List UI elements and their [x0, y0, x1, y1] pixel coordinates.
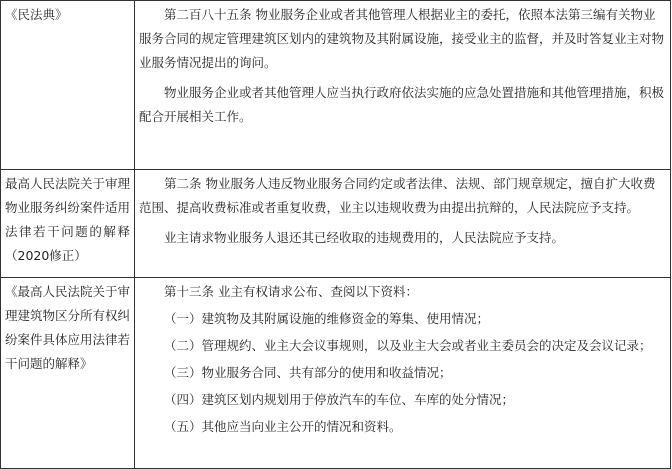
law-name-cell	[1, 278, 135, 469]
list-item: （一）建筑物及其附属设施的维修资金的筹集、使用情况；	[164, 311, 490, 326]
article-paragraph: 物业服务企业或者其他管理人应当执行政府依法实施的应急处置措施和其他管理措施，积极配合开展相关工作。	[139, 85, 665, 124]
table-row	[1, 170, 671, 278]
list-item: （三）物业服务合同、共有部分的使用和收益情况；	[164, 365, 452, 380]
list-item: （五）其他应当向业主公开的情况和资料。	[164, 419, 402, 434]
law-name-cell	[1, 170, 135, 278]
law-text-cell	[135, 278, 671, 469]
law-name: 最高人民法院关于审理物业服务纠纷案件适用法律若干问题的解释（2020修正）	[5, 176, 131, 263]
law-name: 《民法典》	[5, 7, 68, 22]
article-paragraph: 第二百八十五条 物业服务企业或者其他管理人根据业主的委托，依照本法第三编有关物业服务合同的规定管理建筑区划内的建筑物及其附属设施，接受业主的监督，并及时答复业主对物业服务情况提出的询问。	[139, 7, 665, 70]
law-name-cell	[1, 1, 135, 170]
table-row	[1, 278, 671, 469]
article-paragraph: 第二条 物业服务人违反物业服务合同约定或者法律、法规、部门规章规定，擅自扩大收费范围、提高收费标准或者重复收费，业主以违规收费为由提出抗辩的，人民法院应予支持。	[139, 176, 656, 215]
list-item: （二）管理规约、业主大会议事规则，以及业主大会或者业主委员会的决定及会议记录；	[164, 338, 652, 353]
article-intro: 第十三条 业主有权请求公布、查阅以下资料：	[164, 284, 418, 299]
law-text-cell	[135, 170, 671, 278]
article-paragraph: 业主请求物业服务人退还其已经收取的违规费用的，人民法院应予支持。	[164, 230, 565, 245]
law-text-cell	[135, 1, 671, 170]
list-item: （四）建筑区划内规划用于停放汽车的车位、车库的处分情况；	[164, 392, 515, 407]
table-row	[1, 1, 671, 170]
law-name: 《最高人民法院关于审理建筑物区分所有权纠纷案件具体应用法律若干问题的解释》	[5, 284, 131, 371]
